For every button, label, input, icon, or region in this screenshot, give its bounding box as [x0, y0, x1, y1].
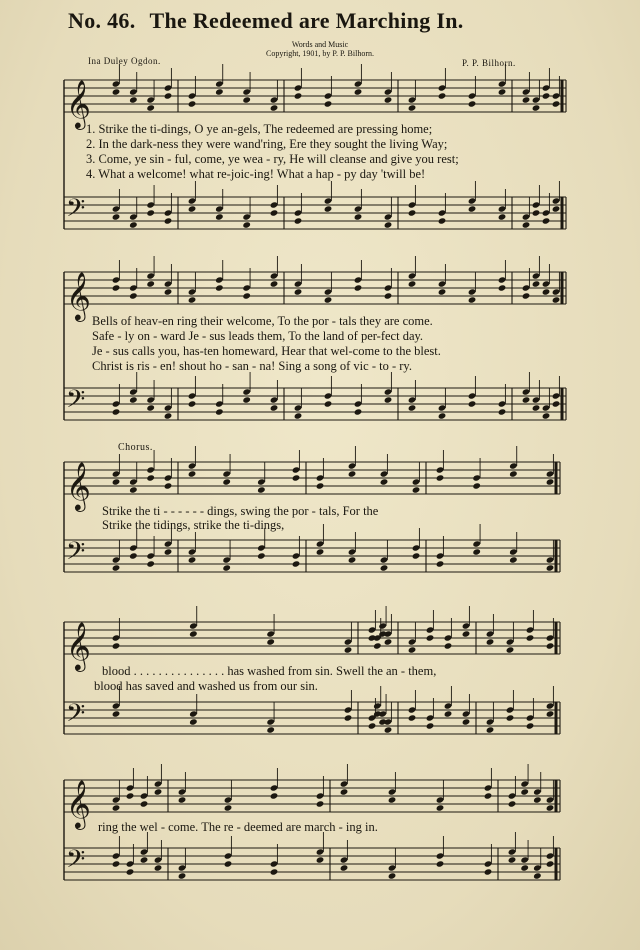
note-head [129, 486, 138, 493]
note-head [215, 284, 224, 291]
note-head [542, 92, 551, 99]
note-head [316, 548, 325, 555]
note-head [552, 100, 561, 107]
note-head [526, 634, 535, 641]
note-head [188, 100, 197, 107]
note-head [380, 564, 389, 571]
verse-2-line-2: Safe - ly on - ward Je - sus leads them, To the land of per-fect day. [92, 329, 424, 343]
note-head [532, 404, 541, 411]
note-head [546, 642, 555, 649]
treble-clef-icon: 𝄞 [66, 79, 91, 128]
note-head [388, 872, 397, 879]
note-head [354, 284, 363, 291]
note-head [178, 796, 187, 803]
note-head [146, 104, 155, 111]
note-head [270, 868, 279, 875]
note-head [316, 800, 325, 807]
verse-1-line-2: Bells of heav-en ring their welcome, To the por - tals they are come. [92, 314, 433, 328]
note-head [112, 284, 121, 291]
note-head [266, 638, 275, 645]
note-head [546, 710, 555, 717]
note-head [472, 548, 481, 555]
note-head [552, 400, 561, 407]
note-head [257, 486, 266, 493]
note-head [324, 296, 333, 303]
note-head [242, 396, 251, 403]
note-head [164, 92, 173, 99]
note-head [344, 714, 353, 721]
note-head [462, 630, 471, 637]
verse-3-line-2: Je - sus calls you, has-ten homeward, Hear that wel-come to the blest. [92, 344, 441, 358]
note-head [270, 104, 279, 111]
note-head [112, 213, 121, 220]
note-head [552, 296, 561, 303]
note-head [222, 478, 231, 485]
note-head [292, 560, 301, 567]
note-head [520, 788, 529, 795]
note-head [426, 634, 435, 641]
note-head [294, 288, 303, 295]
note-head [146, 474, 155, 481]
chorus-line-1-upper: Strike the ti - - - - - - dings, swing the por - tals, For the [102, 504, 379, 518]
note-head [436, 804, 445, 811]
note-head [508, 800, 517, 807]
note-head [270, 280, 279, 287]
note-head [438, 412, 447, 419]
note-head [533, 872, 542, 879]
note-head [522, 292, 531, 299]
note-head [129, 396, 138, 403]
credits-line: Copyright, 1901, by P. P. Bilhorn. [265, 49, 374, 58]
note-head [373, 642, 382, 649]
note-head [222, 564, 231, 571]
note-head [509, 556, 518, 563]
note-head [384, 96, 393, 103]
note-head [484, 792, 493, 799]
note-head [215, 213, 224, 220]
treble-clef-icon: 𝄞 [66, 461, 91, 510]
note-head [344, 646, 353, 653]
note-head [266, 726, 275, 733]
note-head [178, 872, 187, 879]
note-head [188, 400, 197, 407]
verse-3-line-1: 3. Come, ye sin - ful, come, ye wea - ry, He will cleanse and give you rest; [86, 152, 459, 166]
note-head [215, 88, 224, 95]
note-head [164, 217, 173, 224]
note-head [532, 280, 541, 287]
note-head [542, 288, 551, 295]
chorus-line-3: ring the wel - come. The re - deemed are march - ing in. [98, 820, 378, 834]
note-head [242, 292, 251, 299]
note-head [546, 860, 555, 867]
note-head [444, 642, 453, 649]
note-head [552, 205, 561, 212]
note-head [546, 564, 555, 571]
note-head [270, 792, 279, 799]
treble-clef-icon: 𝄞 [66, 271, 91, 320]
note-head [112, 860, 121, 867]
note-head [294, 412, 303, 419]
note-head [408, 209, 417, 216]
note-head [522, 221, 531, 228]
note-head [486, 638, 495, 645]
note-head [257, 552, 266, 559]
bass-clef-icon: 𝄢 [66, 537, 86, 572]
note-head [112, 88, 121, 95]
credits-line: Words and Music [291, 40, 349, 49]
verse-2-line-1: 2. In the dark-ness they were wand'ring, Ere they sought the living Way; [86, 137, 448, 151]
bass-clef-icon: 𝄢 [66, 845, 86, 880]
note-head [324, 400, 333, 407]
note-head [126, 868, 135, 875]
note-head [380, 478, 389, 485]
note-head [146, 209, 155, 216]
treble-clef-icon: 𝄞 [66, 779, 91, 828]
note-head [316, 482, 325, 489]
note-head [129, 96, 138, 103]
note-head [438, 288, 447, 295]
note-head [340, 788, 349, 795]
note-head [546, 478, 555, 485]
note-head [436, 474, 445, 481]
note-head [324, 100, 333, 107]
note-head [324, 205, 333, 212]
note-head [112, 564, 121, 571]
note-head [146, 560, 155, 567]
note-head [270, 404, 279, 411]
chorus-label: Chorus. [118, 442, 153, 453]
note-head [112, 408, 121, 415]
note-head [292, 474, 301, 481]
note-head [129, 292, 138, 299]
note-head [522, 96, 531, 103]
note-head [384, 638, 393, 645]
bass-clef-icon: 𝄢 [66, 699, 86, 734]
lyricist: Ina Duley Ogdon. [88, 56, 161, 66]
note-head [412, 486, 421, 493]
note-head [154, 788, 163, 795]
note-head [438, 92, 447, 99]
composer: P. P. Bilhorn. [462, 58, 516, 68]
chorus-line-2-lower: blood has saved and washed us from our sin. [94, 679, 318, 693]
note-head [408, 714, 417, 721]
hymn-name: The Redeemed are Marching In. [149, 8, 464, 33]
note-head [542, 217, 551, 224]
note-head [468, 100, 477, 107]
note-head [408, 404, 417, 411]
note-head [436, 860, 445, 867]
note-head [498, 213, 507, 220]
note-head [384, 221, 393, 228]
note-head [224, 804, 233, 811]
note-head [384, 396, 393, 403]
note-head [438, 217, 447, 224]
note-head [112, 642, 121, 649]
note-head [444, 710, 453, 717]
note-head [533, 796, 542, 803]
note-head [146, 280, 155, 287]
note-head [188, 470, 197, 477]
note-head [126, 792, 135, 799]
note-head [189, 630, 198, 637]
note-head [348, 556, 357, 563]
note-head [508, 856, 517, 863]
note-head [468, 400, 477, 407]
note-head [408, 280, 417, 287]
note-head [384, 726, 393, 733]
note-head [498, 88, 507, 95]
note-head [270, 209, 279, 216]
note-head [340, 864, 349, 871]
verse-4-line-2: Christ is ris - en! shout ho - san - na! Sing a song of vic - to - ry. [92, 359, 412, 373]
treble-clef-icon: 𝄞 [66, 621, 91, 670]
note-head [384, 292, 393, 299]
note-head [242, 221, 251, 228]
note-head [242, 96, 251, 103]
note-head [546, 804, 555, 811]
note-head [408, 646, 417, 653]
note-head [408, 104, 417, 111]
note-head [112, 804, 121, 811]
note-head [164, 548, 173, 555]
note-head [506, 714, 515, 721]
verse-1-line-1: 1. Strike the ti-dings, O ye an-gels, The redeemed are pressing home; [86, 122, 433, 136]
note-head [368, 722, 377, 729]
note-head [146, 404, 155, 411]
note-head [316, 856, 325, 863]
note-head [498, 408, 507, 415]
note-head [426, 722, 435, 729]
note-head [188, 556, 197, 563]
note-head [164, 288, 173, 295]
note-head [498, 284, 507, 291]
verse-4-line-1: 4. What a welcome! what re-joic-ing! What a hap - py day 'twill be! [86, 167, 426, 181]
note-head [354, 88, 363, 95]
note-head [164, 482, 173, 489]
note-head [472, 482, 481, 489]
chorus-line-1-lower: Strike the tidings, strike the ti-dings, [102, 518, 285, 532]
note-head [484, 868, 493, 875]
note-head [509, 470, 518, 477]
note-head [542, 412, 551, 419]
note-head [140, 800, 149, 807]
note-head [154, 864, 163, 871]
note-head [129, 221, 138, 228]
note-head [468, 205, 477, 212]
note-head [188, 205, 197, 212]
note-head [462, 718, 471, 725]
note-head [164, 412, 173, 419]
hymn-number: No. 46. [68, 8, 136, 33]
note-head [112, 710, 121, 717]
note-head [129, 552, 138, 559]
note-head [468, 296, 477, 303]
note-head [354, 408, 363, 415]
note-head [294, 217, 303, 224]
note-head [112, 478, 121, 485]
note-head [354, 213, 363, 220]
note-head [294, 92, 303, 99]
note-head [188, 296, 197, 303]
note-head [388, 796, 397, 803]
note-head [215, 408, 224, 415]
bass-clef-icon: 𝄢 [66, 194, 86, 229]
note-head [532, 104, 541, 111]
note-head [506, 646, 515, 653]
note-head [486, 726, 495, 733]
note-head [520, 864, 529, 871]
note-head [522, 396, 531, 403]
chorus-line-2-upper: blood . . . . . . . . . . . . . . . has washed from sin. Swell the an - them, [102, 664, 437, 678]
note-head [189, 718, 198, 725]
note-head [526, 722, 535, 729]
note-head [436, 560, 445, 567]
bass-clef-icon: 𝄢 [66, 385, 86, 420]
note-head [348, 470, 357, 477]
note-head [532, 209, 541, 216]
note-head [140, 856, 149, 863]
note-head [224, 860, 233, 867]
note-head [412, 552, 421, 559]
